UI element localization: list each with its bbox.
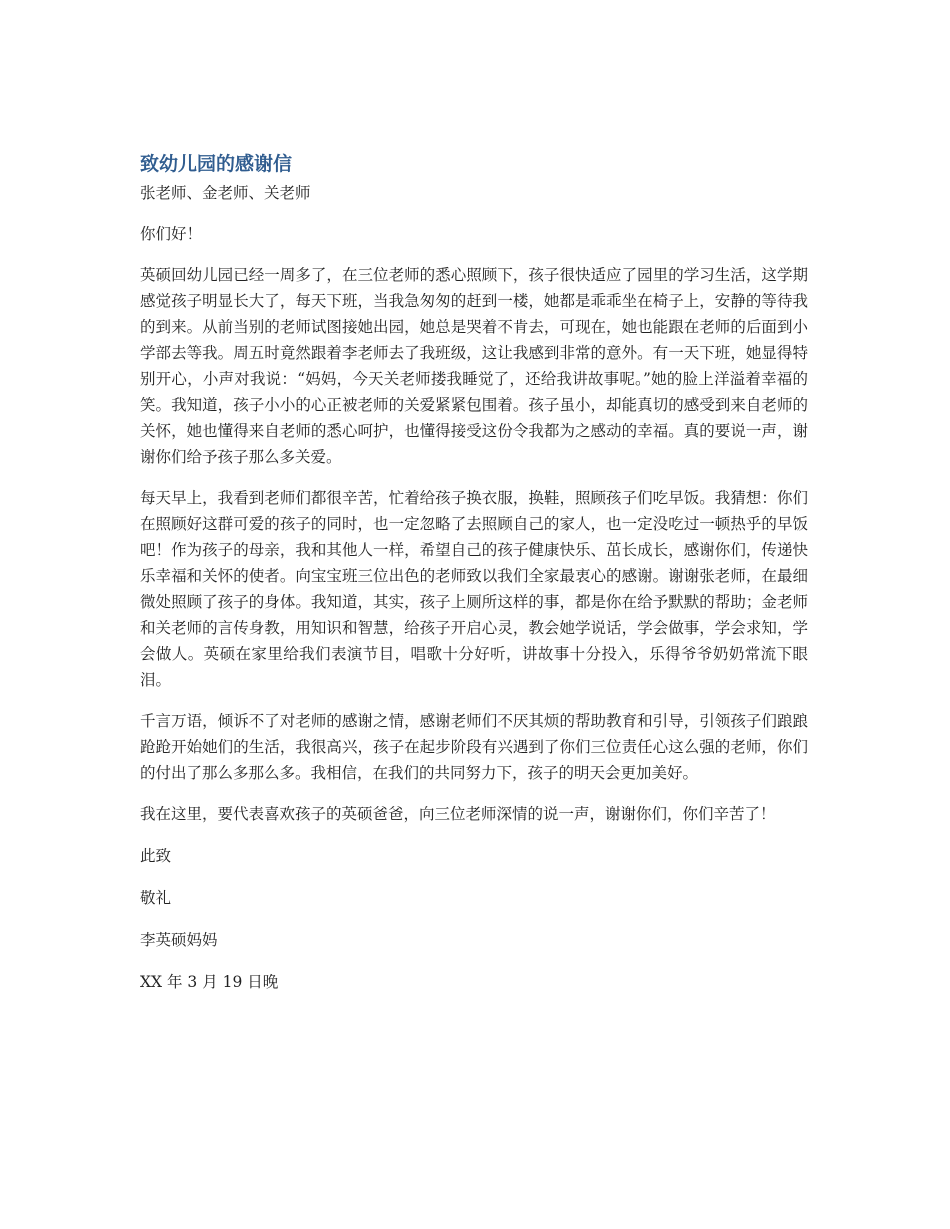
signature: 李英硕妈妈 <box>140 931 218 949</box>
greeting-line: 你们好！ <box>140 225 203 243</box>
recipients-line: 张老师、金老师、关老师 <box>140 184 311 202</box>
body-paragraph-1: 英硕回幼儿园已经一周多了，在三位老师的悉心照顾下，孩子很快适应了园里的学习生活，这学期感觉孩子明显长大了，每天下班，当我急匆匆的赶到一楼，她都是乖乖坐在椅子上，安静的等待我的到来。从前当别的老师试图接她出园，她总是哭着不肯去，可现在，她也能跟在老师的后面到小学部去等我。周五时竟然跟着李老师去了我班级，这让我感到非常的意外。有一天下班，她显得特别开心，小声对我说：“妈妈，今天关老师搂我睡觉了，还给我讲故事呢。”她的脸上洋溢着幸福的笑。我知道，孩子小小的心正被老师的关爱紧紧包围着。孩子虽小，却能真切的感受到来自老师的关怀，她也懂得来自老师的悉心呵护，也懂得接受这份令我都为之感动的幸福。真的要说一声，谢谢你们给予孩子那么多关爱。 <box>140 266 808 466</box>
closing-respect: 敬礼 <box>140 889 172 907</box>
body-paragraph-4: 我在这里，要代表喜欢孩子的英硕爸爸，向三位老师深情的说一声，谢谢你们，你们辛苦了！ <box>140 805 776 823</box>
body-paragraph-2: 每天早上，我看到老师们都很辛苦，忙着给孩子换衣服，换鞋，照顾孩子们吃早饭。我猜想：你们在照顾好这群可爱的孩子的同时，也一定忽略了去照顾自己的家人，也一定没吃过一顿热乎的早饭吧！作为孩子的母亲，我和其他人一样，希望自己的孩子健康快乐、茁长成长，感谢你们，传递快乐幸福和关怀的使者。向宝宝班三位出色的老师致以我们全家最衷心的感谢。谢谢张老师，在最细微处照顾了孩子的身体。我知道，其实，孩子上厕所这样的事，都是你在给予默默的帮助；金老师和关老师的言传身教，用知识和智慧，给孩子开启心灵，教会她学说话，学会做事，学会求知，学会做人。英硕在家里给我们表演节目，唱歌十分好听，讲故事十分投入，乐得爷爷奶奶常流下眼泪。 <box>140 489 808 689</box>
document-title: 致幼儿园的感谢信 <box>140 153 293 175</box>
closing-salutation: 此致 <box>140 847 172 865</box>
letter-date: XX 年 3 月 19 日晚 <box>140 973 279 991</box>
letter-page <box>140 150 808 995</box>
body-paragraph-3: 千言万语，倾诉不了对老师的感谢之情，感谢老师们不厌其烦的帮助教育和引导，引领孩子们踉踉跄跄开始她们的生活，我很高兴，孩子在起步阶段有兴遇到了你们三位责任心这么强的老师，你们的付出了那么多那么多。我相信，在我们的共同努力下，孩子的明天会更加美好。 <box>140 712 808 782</box>
